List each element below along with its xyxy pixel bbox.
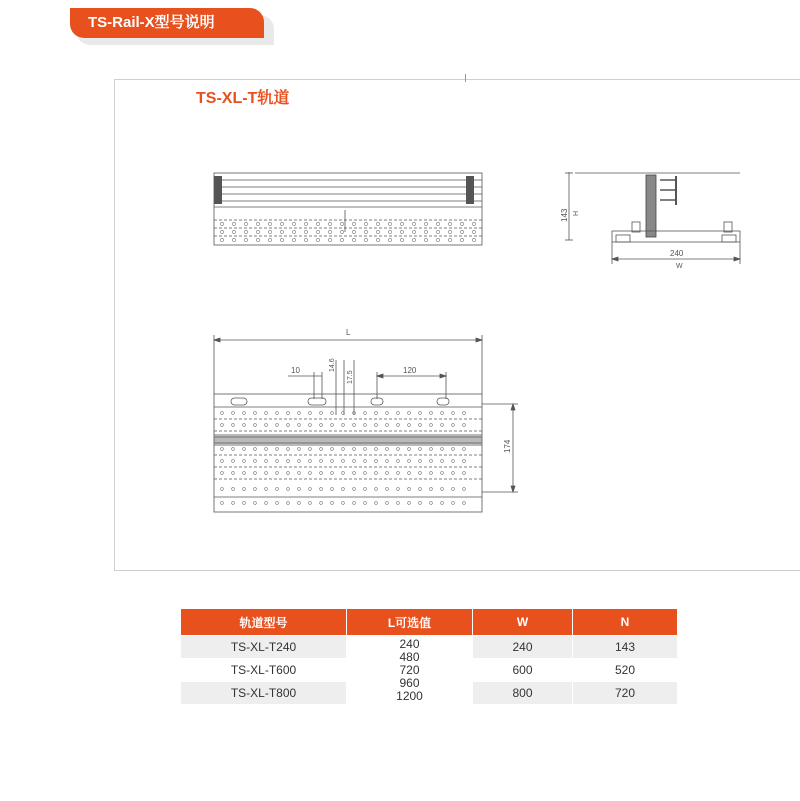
mounting-hole [353,488,356,491]
mounting-hole [304,230,307,233]
mounting-hole [331,472,334,475]
mounting-hole [342,424,345,427]
mounting-hole [309,460,312,463]
mounting-hole [220,238,223,241]
mounting-hole [331,412,334,415]
mounting-hole [436,222,439,225]
mounting-hole [254,424,257,427]
mounting-hole [452,488,455,491]
mounting-hole [375,488,378,491]
mounting-hole [412,238,415,241]
mounting-hole [397,472,400,475]
mounting-hole [419,488,422,491]
mounting-hole [287,412,290,415]
mounting-hole [320,472,323,475]
mounting-hole [412,222,415,225]
mounting-hole [265,472,268,475]
mounting-hole [364,238,367,241]
mounting-hole [320,488,323,491]
header-n: N [573,609,678,636]
mounting-hole [243,424,246,427]
mounting-hole [375,460,378,463]
mounting-hole [232,448,235,451]
mounting-hole [386,472,389,475]
mounting-hole [430,424,433,427]
dim-10: 10 [291,366,300,375]
mounting-hole [408,424,411,427]
cell-n: 520 [573,659,678,682]
mounting-hole [316,238,319,241]
dim-w: W [676,263,683,270]
mounting-hole [452,472,455,475]
rail-front-view [214,173,482,245]
mounting-hole [298,472,301,475]
mounting-hole [408,448,411,451]
dim-h: H [573,210,580,216]
mounting-hole [254,448,257,451]
mounting-hole [472,238,475,241]
mounting-hole [342,472,345,475]
mounting-hole [441,472,444,475]
mounting-hole [408,472,411,475]
cell-w: 800 [473,682,573,705]
mounting-hole [221,424,224,427]
mounting-hole [287,488,290,491]
dim-l: L [346,328,351,337]
mounting-hole [328,238,331,241]
mounting-hole [419,448,422,451]
mounting-hole [232,488,235,491]
mounting-hole [408,488,411,491]
mounting-hole [430,460,433,463]
rail-top-holes [221,412,466,505]
mounting-hole [232,460,235,463]
mounting-hole [364,222,367,225]
mounting-hole [328,230,331,233]
mounting-hole [254,460,257,463]
mounting-hole [232,424,235,427]
mounting-hole [221,448,224,451]
mounting-hole [424,222,427,225]
mounting-hole [352,222,355,225]
mounting-hole [342,488,345,491]
mounting-hole [364,488,367,491]
l-value: 720 [399,662,420,677]
mounting-hole [430,472,433,475]
mounting-hole [265,488,268,491]
mounting-hole [254,502,257,505]
mounting-hole [375,472,378,475]
mounting-hole [340,230,343,233]
mounting-hole [419,502,422,505]
mounting-hole [419,412,422,415]
mounting-hole [375,448,378,451]
mounting-hole [298,412,301,415]
mounting-hole [397,502,400,505]
mounting-hole [298,488,301,491]
cell-l-values [347,636,473,705]
mounting-hole [430,502,433,505]
cell-n: 143 [573,636,678,659]
mounting-hole [287,424,290,427]
mounting-hole [388,222,391,225]
mounting-hole [221,412,224,415]
mounting-hole [364,230,367,233]
mounting-hole [364,472,367,475]
mounting-hole [328,222,331,225]
mounting-hole [441,502,444,505]
mounting-hole [400,238,403,241]
drawing-title: TS-XL-T轨道 [196,90,290,107]
dim-small-a: 14.6 [329,358,336,372]
mounting-hole [320,502,323,505]
mounting-hole [352,238,355,241]
mounting-hole [331,488,334,491]
mounting-hole [408,502,411,505]
mounting-hole [221,472,224,475]
mounting-hole [320,412,323,415]
mounting-hole [298,502,301,505]
mounting-hole [424,230,427,233]
mounting-hole [254,488,257,491]
spec-table [180,608,678,705]
mounting-hole [265,424,268,427]
rail-front-holes [220,222,475,241]
mounting-hole [452,412,455,415]
mounting-hole [340,222,343,225]
mounting-hole [342,502,345,505]
mounting-hole [298,424,301,427]
mounting-hole [424,238,427,241]
mounting-hole [353,502,356,505]
mounting-hole [232,472,235,475]
mounting-hole [463,488,466,491]
mounting-hole [352,230,355,233]
mounting-hole [400,222,403,225]
mounting-hole [320,460,323,463]
mounting-hole [472,230,475,233]
mounting-hole [364,412,367,415]
mounting-hole [265,502,268,505]
mounting-hole [232,412,235,415]
spec-table-header [181,609,678,636]
mounting-hole [353,424,356,427]
mounting-hole [342,460,345,463]
dim-small-b: 17.5 [347,370,354,384]
mounting-hole [276,488,279,491]
mounting-hole [386,448,389,451]
mounting-hole [452,448,455,451]
mounting-hole [452,424,455,427]
mounting-hole [397,448,400,451]
cell-model: TS-XL-T240 [181,636,347,659]
mounting-hole [221,460,224,463]
mounting-hole [276,502,279,505]
mounting-hole [309,412,312,415]
mounting-hole [243,502,246,505]
mounting-hole [430,488,433,491]
mounting-hole [232,502,235,505]
mounting-hole [436,230,439,233]
mounting-hole [256,230,259,233]
mounting-hole [397,460,400,463]
mounting-hole [441,448,444,451]
cell-w: 600 [473,659,573,682]
mounting-hole [243,412,246,415]
mounting-hole [376,238,379,241]
mounting-hole [316,230,319,233]
mounting-hole [375,502,378,505]
mounting-hole [441,460,444,463]
header-model: 轨道型号 [181,609,347,636]
mounting-hole [463,424,466,427]
mounting-hole [364,424,367,427]
mounting-hole [244,222,247,225]
mounting-hole [276,448,279,451]
mounting-hole [309,448,312,451]
mounting-hole [463,448,466,451]
mounting-hole [309,472,312,475]
l-value: 240 [399,636,420,651]
mounting-hole [232,238,235,241]
mounting-hole [364,502,367,505]
mounting-hole [419,424,422,427]
mounting-hole [298,448,301,451]
mounting-hole [244,238,247,241]
mounting-hole [430,448,433,451]
mounting-hole [232,222,235,225]
mounting-hole [309,488,312,491]
mounting-hole [292,230,295,233]
mounting-hole [375,424,378,427]
mounting-hole [320,424,323,427]
mounting-hole [221,502,224,505]
mounting-hole [287,472,290,475]
mounting-hole [388,230,391,233]
mounting-hole [309,502,312,505]
mounting-hole [256,238,259,241]
mounting-hole [265,412,268,415]
mounting-hole [331,502,334,505]
header-l-values: L可选值 [347,609,473,636]
mounting-hole [353,472,356,475]
mounting-hole [244,230,247,233]
mounting-hole [353,448,356,451]
mounting-hole [419,472,422,475]
l-value: 960 [399,675,420,690]
mounting-hole [320,448,323,451]
dim-240: 240 [670,249,684,258]
mounting-hole [364,460,367,463]
mounting-hole [287,460,290,463]
mounting-hole [309,424,312,427]
mounting-hole [268,230,271,233]
mounting-hole [364,448,367,451]
mounting-hole [331,448,334,451]
mounting-hole [340,238,343,241]
mounting-hole [460,238,463,241]
mounting-hole [460,222,463,225]
mounting-hole [243,488,246,491]
dim-143: 143 [560,208,569,222]
rail-top-view [214,335,518,512]
mounting-hole [254,472,257,475]
cell-model: TS-XL-T600 [181,659,347,682]
mounting-hole [397,412,400,415]
mounting-hole [430,412,433,415]
mounting-hole [256,222,259,225]
mounting-hole [331,424,334,427]
mounting-hole [452,460,455,463]
cell-model: TS-XL-T800 [181,682,347,705]
mounting-hole [280,238,283,241]
section-tag-label: TS-Rail-X型号说明 [70,8,264,38]
mounting-hole [331,460,334,463]
mounting-hole [243,448,246,451]
header-w: W [473,609,573,636]
rail-side-view [565,172,740,264]
mounting-hole [292,238,295,241]
mounting-hole [298,460,301,463]
mounting-hole [448,222,451,225]
mounting-hole [287,448,290,451]
mounting-hole [265,448,268,451]
mounting-hole [463,460,466,463]
mounting-hole [452,502,455,505]
mounting-hole [386,412,389,415]
mounting-hole [448,230,451,233]
l-value: 480 [399,649,420,664]
dim-174: 174 [503,439,512,453]
mounting-hole [376,230,379,233]
mounting-hole [448,238,451,241]
mounting-hole [353,460,356,463]
mounting-hole [268,238,271,241]
l-value: 1200 [396,688,423,703]
mounting-hole [276,424,279,427]
mounting-hole [397,488,400,491]
mounting-hole [280,230,283,233]
mounting-hole [265,460,268,463]
mounting-hole [441,412,444,415]
mounting-hole [304,238,307,241]
mounting-hole [220,230,223,233]
mounting-hole [397,424,400,427]
mounting-hole [304,222,307,225]
mounting-hole [376,222,379,225]
mounting-hole [460,230,463,233]
mounting-hole [386,460,389,463]
mounting-hole [280,222,283,225]
mounting-hole [436,238,439,241]
mounting-hole [386,424,389,427]
table-row [181,636,678,659]
mounting-hole [243,472,246,475]
mounting-hole [441,488,444,491]
mounting-hole [276,412,279,415]
mounting-hole [463,412,466,415]
mounting-hole [316,222,319,225]
mounting-hole [386,502,389,505]
mounting-hole [254,412,257,415]
cell-w: 240 [473,636,573,659]
mounting-hole [220,222,223,225]
mounting-hole [221,488,224,491]
mounting-hole [342,448,345,451]
mounting-hole [463,502,466,505]
mounting-hole [268,222,271,225]
mounting-hole [388,238,391,241]
mounting-hole [419,460,422,463]
mounting-hole [386,488,389,491]
mounting-hole [412,230,415,233]
mounting-hole [287,502,290,505]
mounting-hole [232,230,235,233]
mounting-hole [463,472,466,475]
mounting-hole [276,472,279,475]
mounting-hole [243,460,246,463]
mounting-hole [408,460,411,463]
mounting-hole [276,460,279,463]
mounting-hole [400,230,403,233]
mounting-hole [472,222,475,225]
mounting-hole [441,424,444,427]
cell-n: 720 [573,682,678,705]
mounting-hole [292,222,295,225]
dim-120: 120 [403,366,417,375]
mounting-hole [375,412,378,415]
mounting-hole [408,412,411,415]
